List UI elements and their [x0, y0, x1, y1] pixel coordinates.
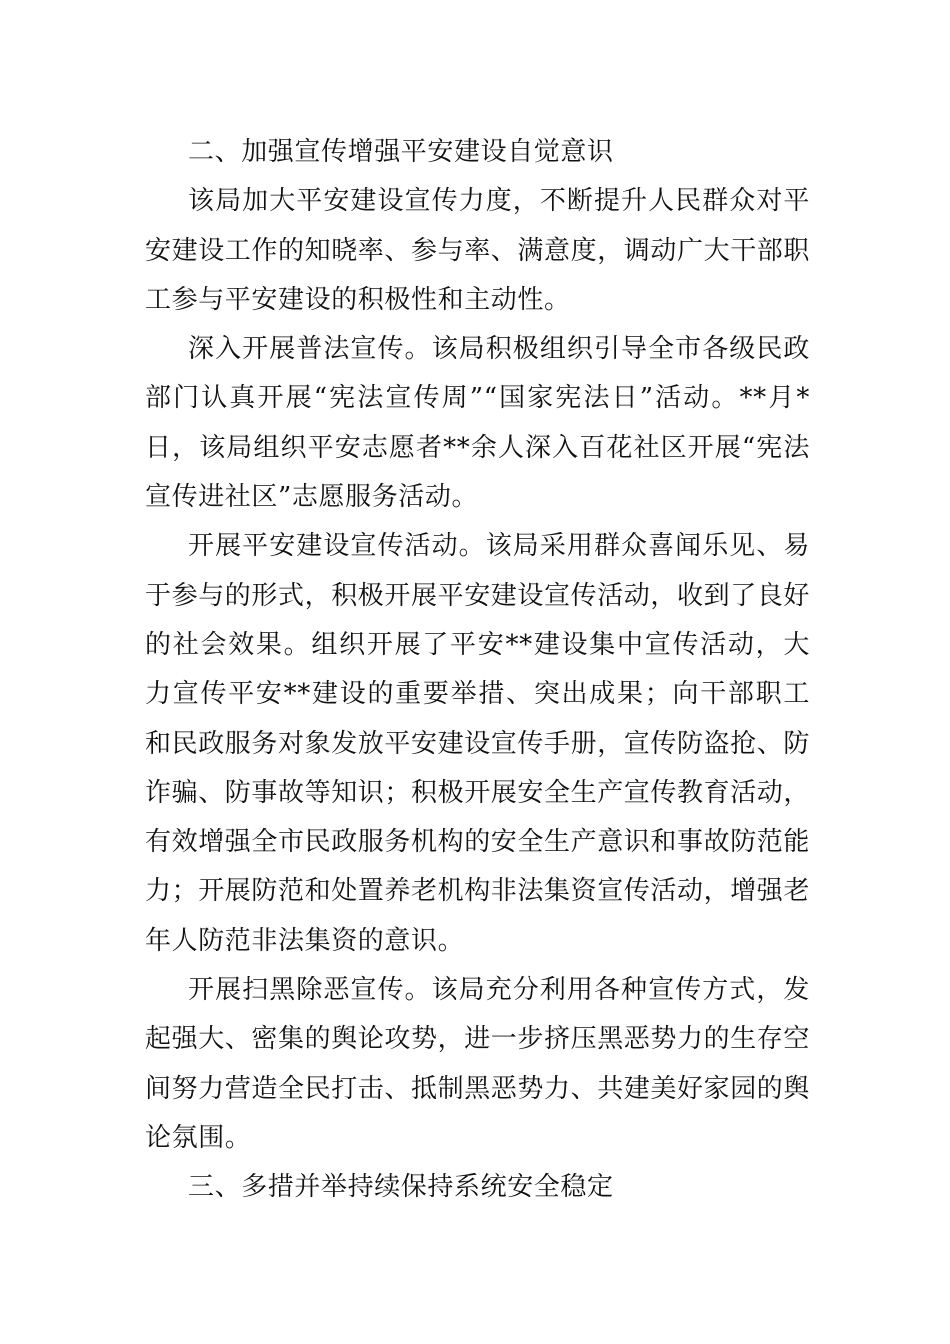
paragraph-intro: 该局加大平安建设宣传力度，不断提升人民群众对平安建设工作的知晓率、参与率、满意度，调动广大干部职工参与平安建设的积极性和主动性。 [145, 186, 811, 315]
paragraph-safety-publicity: 开展平安建设宣传活动。该局采用群众喜闻乐见、易于参与的形式，积极开展平安建设宣传活动，收到了良好的社会效果。组织开展了平安**建设集中宣传活动，大力宣传平安**建设的重要举措、突出成果；向干部职工和民政服务对象发放平安建设宣传手册，宣传防盗抢、防诈骗、防事故等知识；积极开展安全生产宣传教育活动，有效增强全市民政服务机构的安全生产意识和事故防范能力；开展防范和处置养老机构非法集资宣传活动，增强老年人防范非法集资的意识。 [145, 531, 811, 956]
paragraph-legal-publicity: 深入开展普法宣传。该局积极组织引导全市各级民政部门认真开展“宪法宣传周”“国家宪法日”活动。**月*日，该局组织平安志愿者**余人深入百花社区开展“宪法宣传进社区”志愿服务活动。 [145, 334, 810, 513]
paragraph-anti-crime-publicity: 开展扫黑除恶宣传。该局充分利用各种宣传方式，发起强大、密集的舆论攻势，进一步挤压黑恶势力的生存空间努力营造全民打击、抵制黑恶势力、共建美好家园的舆论氛围。 [145, 975, 811, 1153]
document-body [145, 128, 810, 1213]
section-heading-2: 二、加强宣传增强平安建设自觉意识 [188, 137, 614, 167]
section-heading-3: 三、多措并举持续保持系统安全稳定 [188, 1172, 614, 1203]
